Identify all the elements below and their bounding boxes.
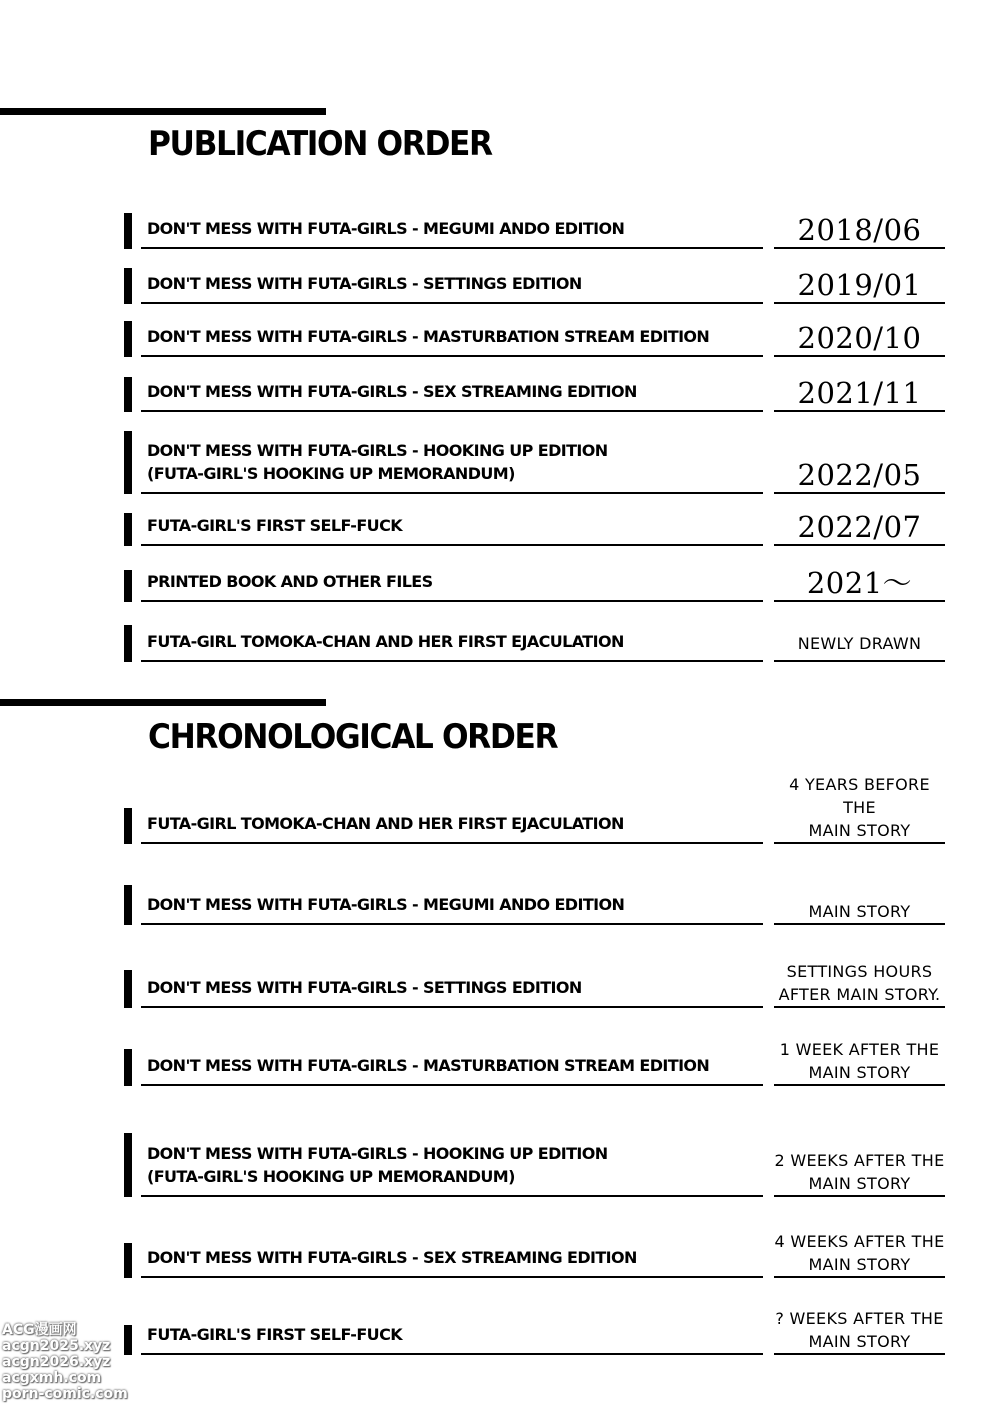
row-marker [124, 1049, 132, 1086]
publication-title: FUTA-GIRL TOMOKA-CHAN AND HER FIRST EJACULATION [141, 630, 763, 662]
publication-title: DON'T MESS WITH FUTA-GIRLS - SETTINGS EDITION [141, 272, 763, 304]
row-marker [124, 1133, 132, 1197]
row-marker [124, 808, 132, 844]
chronological-row [0, 775, 1000, 844]
chronological-section-bar [0, 699, 326, 706]
publication-date: 2021～ [774, 566, 945, 602]
publication-date: NEWLY DRAWN [774, 632, 945, 662]
publication-title: DON'T MESS WITH FUTA-GIRLS - SEX STREAMING EDITION [141, 380, 763, 412]
chronological-title: FUTA-GIRL TOMOKA-CHAN AND HER FIRST EJACULATION [141, 812, 763, 844]
row-marker [124, 377, 132, 412]
watermark-line: porn-comic.com [2, 1386, 128, 1402]
publication-date: 2021/11 [774, 376, 945, 412]
publication-row [0, 320, 1000, 357]
publication-row [0, 266, 1000, 304]
chronological-title: DON'T MESS WITH FUTA-GIRLS - MEGUMI ANDO EDITION [141, 893, 763, 925]
chronological-title: FUTA-GIRL'S FIRST SELF-FUCK [141, 1323, 763, 1355]
publication-row [0, 568, 1000, 602]
row-marker [124, 268, 132, 304]
chronological-title: DON'T MESS WITH FUTA-GIRLS - SEX STREAMING EDITION [141, 1246, 763, 1278]
chronological-row [0, 1308, 1000, 1355]
publication-title: DON'T MESS WITH FUTA-GIRLS - HOOKING UP EDITION (FUTA-GIRL'S HOOKING UP MEMORANDUM) [141, 439, 763, 494]
chronological-row [0, 884, 1000, 925]
watermark-line: acgn2025.xyz [2, 1338, 111, 1354]
chronological-row [0, 1229, 1000, 1278]
chronological-note: SETTINGS HOURS AFTER MAIN STORY. [774, 960, 945, 1008]
chronological-row [0, 1037, 1000, 1086]
publication-date: 2022/07 [774, 510, 945, 546]
chronological-heading: CHRONOLOGICAL ORDER [148, 717, 558, 757]
publication-row [0, 624, 1000, 662]
publication-section-bar [0, 108, 326, 115]
row-marker [124, 970, 132, 1008]
publication-row [0, 430, 1000, 494]
chronological-title: DON'T MESS WITH FUTA-GIRLS - MASTURBATION STREAM EDITION [141, 1054, 763, 1086]
row-marker [124, 885, 132, 925]
publication-title: PRINTED BOOK AND OTHER FILES [141, 570, 763, 602]
watermark-line: acgxmh.com [2, 1370, 102, 1386]
chronological-title: DON'T MESS WITH FUTA-GIRLS - SETTINGS EDITION [141, 976, 763, 1008]
publication-heading: PUBLICATION ORDER [148, 124, 492, 164]
watermark-line: ACG漫画网 [2, 1322, 77, 1338]
chronological-note: ? WEEKS AFTER THE MAIN STORY [774, 1307, 945, 1355]
publication-title: DON'T MESS WITH FUTA-GIRLS - MEGUMI ANDO EDITION [141, 217, 763, 249]
chronological-note: 4 WEEKS AFTER THE MAIN STORY [774, 1230, 945, 1278]
row-marker [124, 513, 132, 546]
chronological-row [0, 960, 1000, 1008]
row-marker [124, 213, 132, 249]
chronological-title: DON'T MESS WITH FUTA-GIRLS - HOOKING UP EDITION (FUTA-GIRL'S HOOKING UP MEMORANDUM) [141, 1142, 763, 1197]
publication-date: 2020/10 [774, 321, 945, 357]
chronological-row [0, 1132, 1000, 1197]
row-marker [124, 431, 132, 494]
publication-title: FUTA-GIRL'S FIRST SELF-FUCK [141, 514, 763, 546]
publication-date: 2018/06 [774, 213, 945, 249]
watermark-line: acgn2026.xyz [2, 1354, 111, 1370]
publication-row [0, 376, 1000, 412]
chronological-note: 4 YEARS BEFORE THE MAIN STORY [774, 773, 945, 844]
publication-title: DON'T MESS WITH FUTA-GIRLS - MASTURBATION STREAM EDITION [141, 325, 763, 357]
publication-row [0, 512, 1000, 546]
site-watermark [2, 1322, 132, 1402]
publication-date: 2019/01 [774, 268, 945, 304]
publication-row [0, 212, 1000, 249]
chronological-note: MAIN STORY [774, 900, 945, 925]
row-marker [124, 570, 132, 602]
row-marker [124, 625, 132, 662]
row-marker [124, 321, 132, 357]
chronological-note: 1 WEEK AFTER THE MAIN STORY [774, 1038, 945, 1086]
chronological-note: 2 WEEKS AFTER THE MAIN STORY [774, 1149, 945, 1197]
publication-date: 2022/05 [774, 458, 945, 494]
row-marker [124, 1243, 132, 1278]
